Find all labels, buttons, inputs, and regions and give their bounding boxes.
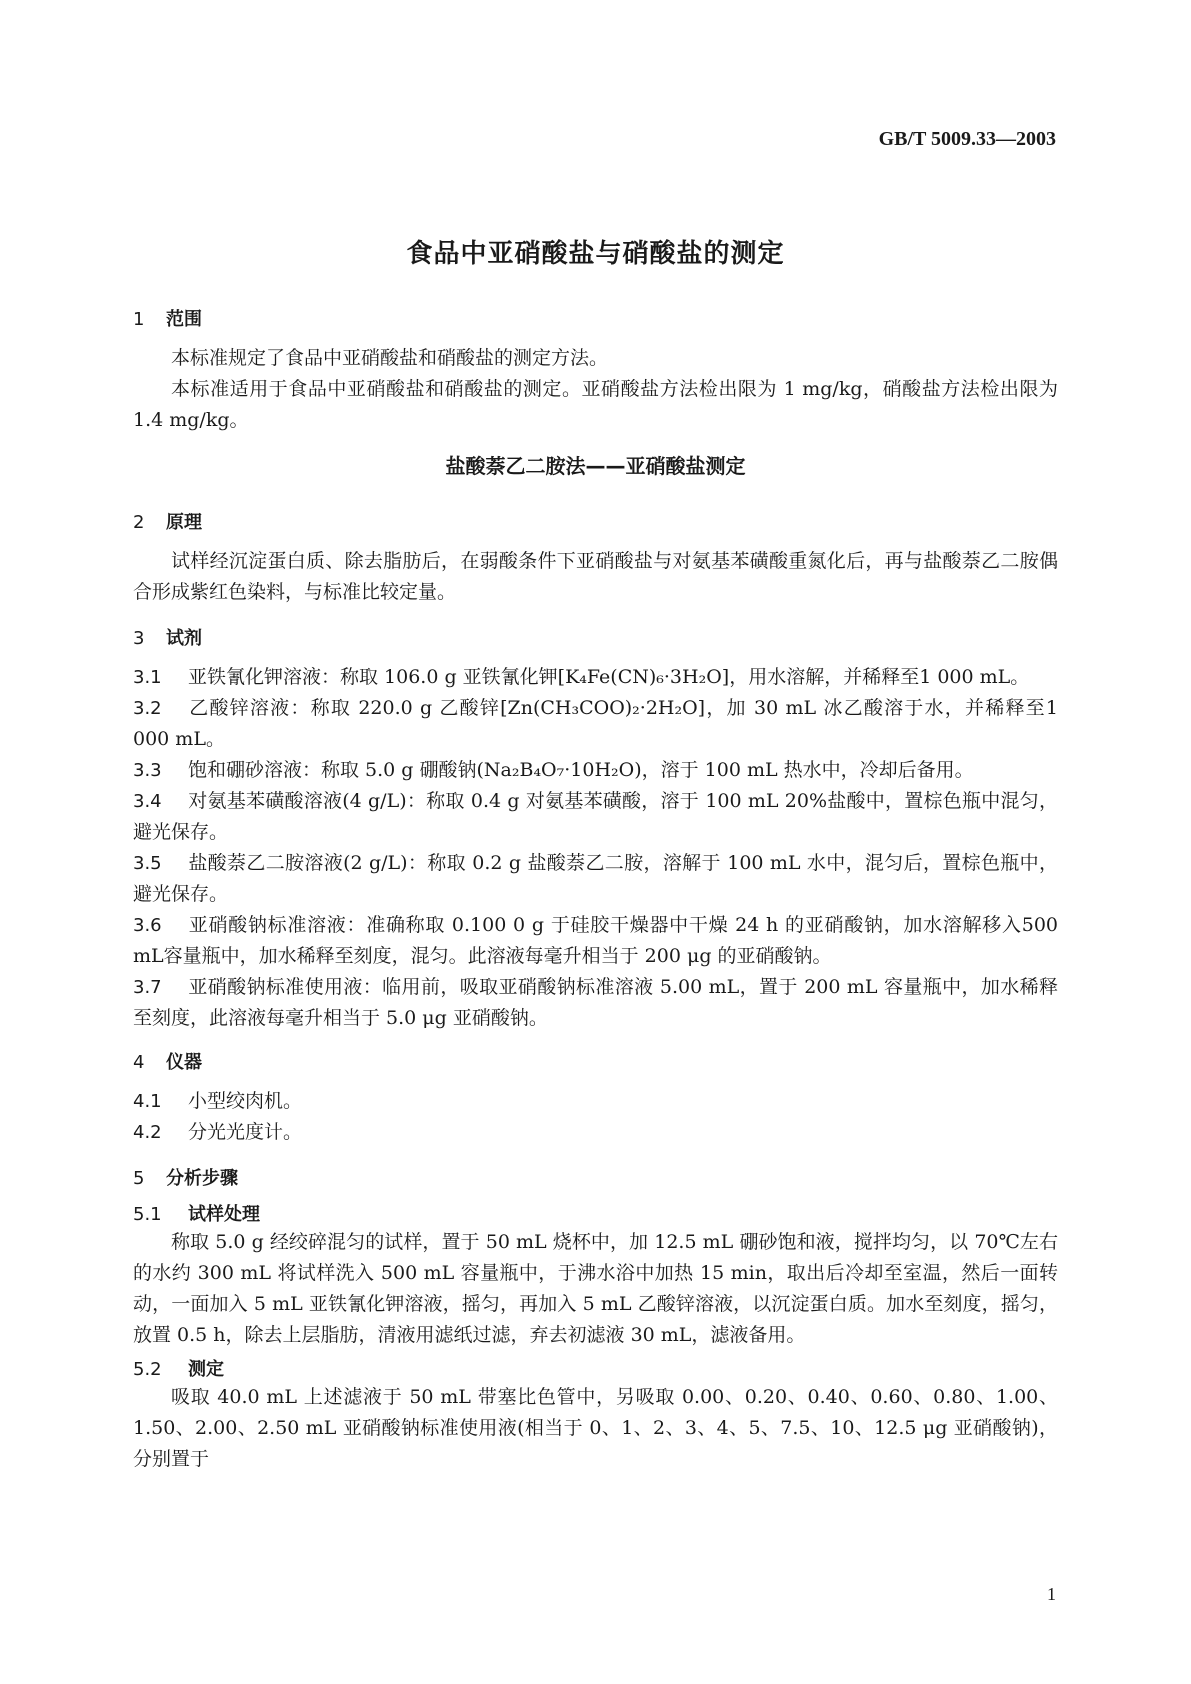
- subsection-title: 测定: [188, 1359, 224, 1380]
- item-text: 亚硝酸钠标准使用液：临用前，吸取亚硝酸钠标准溶液 5.00 mL，置于 200 mL 容量瓶中，加水稀释至刻度，此溶液每毫升相当于 5.0 μg 亚硝酸钠。: [133, 976, 1058, 1029]
- scope-paragraph-1: 本标准规定了食品中亚硝酸盐和硝酸盐的测定方法。: [171, 347, 609, 369]
- item-text: 亚硝酸钠标准溶液：准确称取 0.100 0 g 于硅胶干燥器中干燥 24 h 的亚硝酸钠，加水溶解移入500 mL容量瓶中，加水稀释至刻度，混匀。此溶液每毫升相当于 200 μg 的亚硝酸钠。: [133, 914, 1058, 967]
- item-text: 分光光度计。: [188, 1121, 303, 1143]
- item-text: 盐酸萘乙二胺溶液(2 g/L)：称取 0.2 g 盐酸萘乙二胺，溶解于 100 mL 水中，混匀后，置棕色瓶中，避光保存。: [133, 852, 1058, 905]
- section-title: 分析步骤: [166, 1168, 238, 1189]
- reagent-item-3-2: [133, 693, 1058, 755]
- section-title: 原理: [166, 512, 202, 533]
- section-title: 范围: [166, 309, 202, 330]
- section-1-heading: [133, 305, 202, 331]
- section-number: 3: [133, 628, 145, 649]
- scope-paragraph-2: 本标准适用于食品中亚硝酸盐和硝酸盐的测定。亚硝酸盐方法检出限为 1 mg/kg，硝酸盐方法检出限为 1.4 mg/kg。: [133, 378, 1058, 431]
- method-title: 盐酸萘乙二胺法——亚硝酸盐测定: [445, 454, 746, 478]
- section-5-heading: [133, 1164, 238, 1190]
- determination-paragraph: 吸取 40.0 mL 上述滤液于 50 mL 带塞比色管中，另吸取 0.00、0.20、0.40、0.60、0.80、1.00、1.50、2.00、2.50 mL 亚硝酸钠标准使用液(相当于 0、1、2、3、4、5、7.5、10、12.5 μg 亚硝酸钠)，分别置于: [133, 1386, 1058, 1470]
- item-number: 3.7: [133, 977, 162, 998]
- item-number: 3.6: [133, 915, 162, 936]
- item-number: 3.4: [133, 791, 162, 812]
- reagent-item-3-1: [133, 662, 1058, 693]
- item-text: 乙酸锌溶液：称取 220.0 g 乙酸锌[Zn(CH₃COO)₂·2H₂O]，加 30 mL 冰乙酸溶于水，并稀释至1 000 mL。: [133, 697, 1058, 750]
- section-title: 试剂: [166, 628, 202, 649]
- item-text: 对氨基苯磺酸溶液(4 g/L)：称取 0.4 g 对氨基苯磺酸，溶于 100 mL 20%盐酸中，置棕色瓶中混匀，避光保存。: [133, 790, 1058, 843]
- reagent-item-3-5: [133, 848, 1058, 910]
- section-number: 4: [133, 1052, 145, 1073]
- item-text: 饱和硼砂溶液：称取 5.0 g 硼酸钠(Na₂B₄O₇·10H₂O)，溶于 100 mL 热水中，冷却后备用。: [188, 759, 974, 781]
- item-number: 3.2: [133, 698, 162, 719]
- section-number: 5: [133, 1168, 145, 1189]
- reagent-item-3-7: [133, 972, 1058, 1034]
- item-number: 3.1: [133, 667, 162, 688]
- principle-paragraph: 试样经沉淀蛋白质、除去脂肪后，在弱酸条件下亚硝酸盐与对氨基苯磺酸重氮化后，再与盐酸萘乙二胺偶合形成紫红色染料，与标准比较定量。: [133, 550, 1058, 603]
- instrument-item-4-2: [133, 1117, 1058, 1148]
- subsection-title: 试样处理: [188, 1204, 260, 1225]
- page-number: 1: [1047, 1584, 1056, 1604]
- section-title: 仪器: [166, 1052, 202, 1073]
- reagent-item-3-3: [133, 755, 1058, 786]
- item-number: 3.3: [133, 760, 162, 781]
- item-number: 3.5: [133, 853, 162, 874]
- subsection-number: 5.2: [133, 1359, 162, 1380]
- section-number: 2: [133, 512, 145, 533]
- reagent-item-3-6: [133, 910, 1058, 972]
- item-number: 4.2: [133, 1122, 162, 1143]
- section-3-heading: [133, 624, 202, 650]
- section-4-heading: [133, 1048, 202, 1074]
- section-2-heading: [133, 508, 202, 534]
- document-title: 食品中亚硝酸盐与硝酸盐的测定: [406, 239, 785, 269]
- subsection-number: 5.1: [133, 1204, 162, 1225]
- item-text: 小型绞肉机。: [188, 1090, 303, 1112]
- reagent-item-3-4: [133, 786, 1058, 848]
- instrument-item-4-1: [133, 1086, 1058, 1117]
- subsection-5-2-heading: [133, 1355, 224, 1381]
- sample-treatment-paragraph: 称取 5.0 g 经绞碎混匀的试样，置于 50 mL 烧杯中，加 12.5 mL 硼砂饱和液，搅拌均匀，以 70℃左右的水约 300 mL 将试样洗入 500 mL 容量瓶中，于沸水浴中加热 15 min，取出后冷却至室温，然后一面转动，一面加入 5 mL 亚铁氰化钾溶液，摇匀，再加入 5 mL 乙酸锌溶液，以沉淀蛋白质。加水至刻度，摇匀，放置 0.5 h，除去上层脂肪，清液用滤纸过滤，弃去初滤液 30 mL，滤液备用。: [133, 1231, 1058, 1346]
- subsection-5-1-heading: [133, 1200, 260, 1226]
- section-number: 1: [133, 309, 145, 330]
- standard-code: GB/T 5009.33—2003: [878, 128, 1056, 150]
- item-number: 4.1: [133, 1091, 162, 1112]
- item-text: 亚铁氰化钾溶液：称取 106.0 g 亚铁氰化钾[K₄Fe(CN)₆·3H₂O]，用水溶解，并稀释至1 000 mL。: [188, 666, 1030, 688]
